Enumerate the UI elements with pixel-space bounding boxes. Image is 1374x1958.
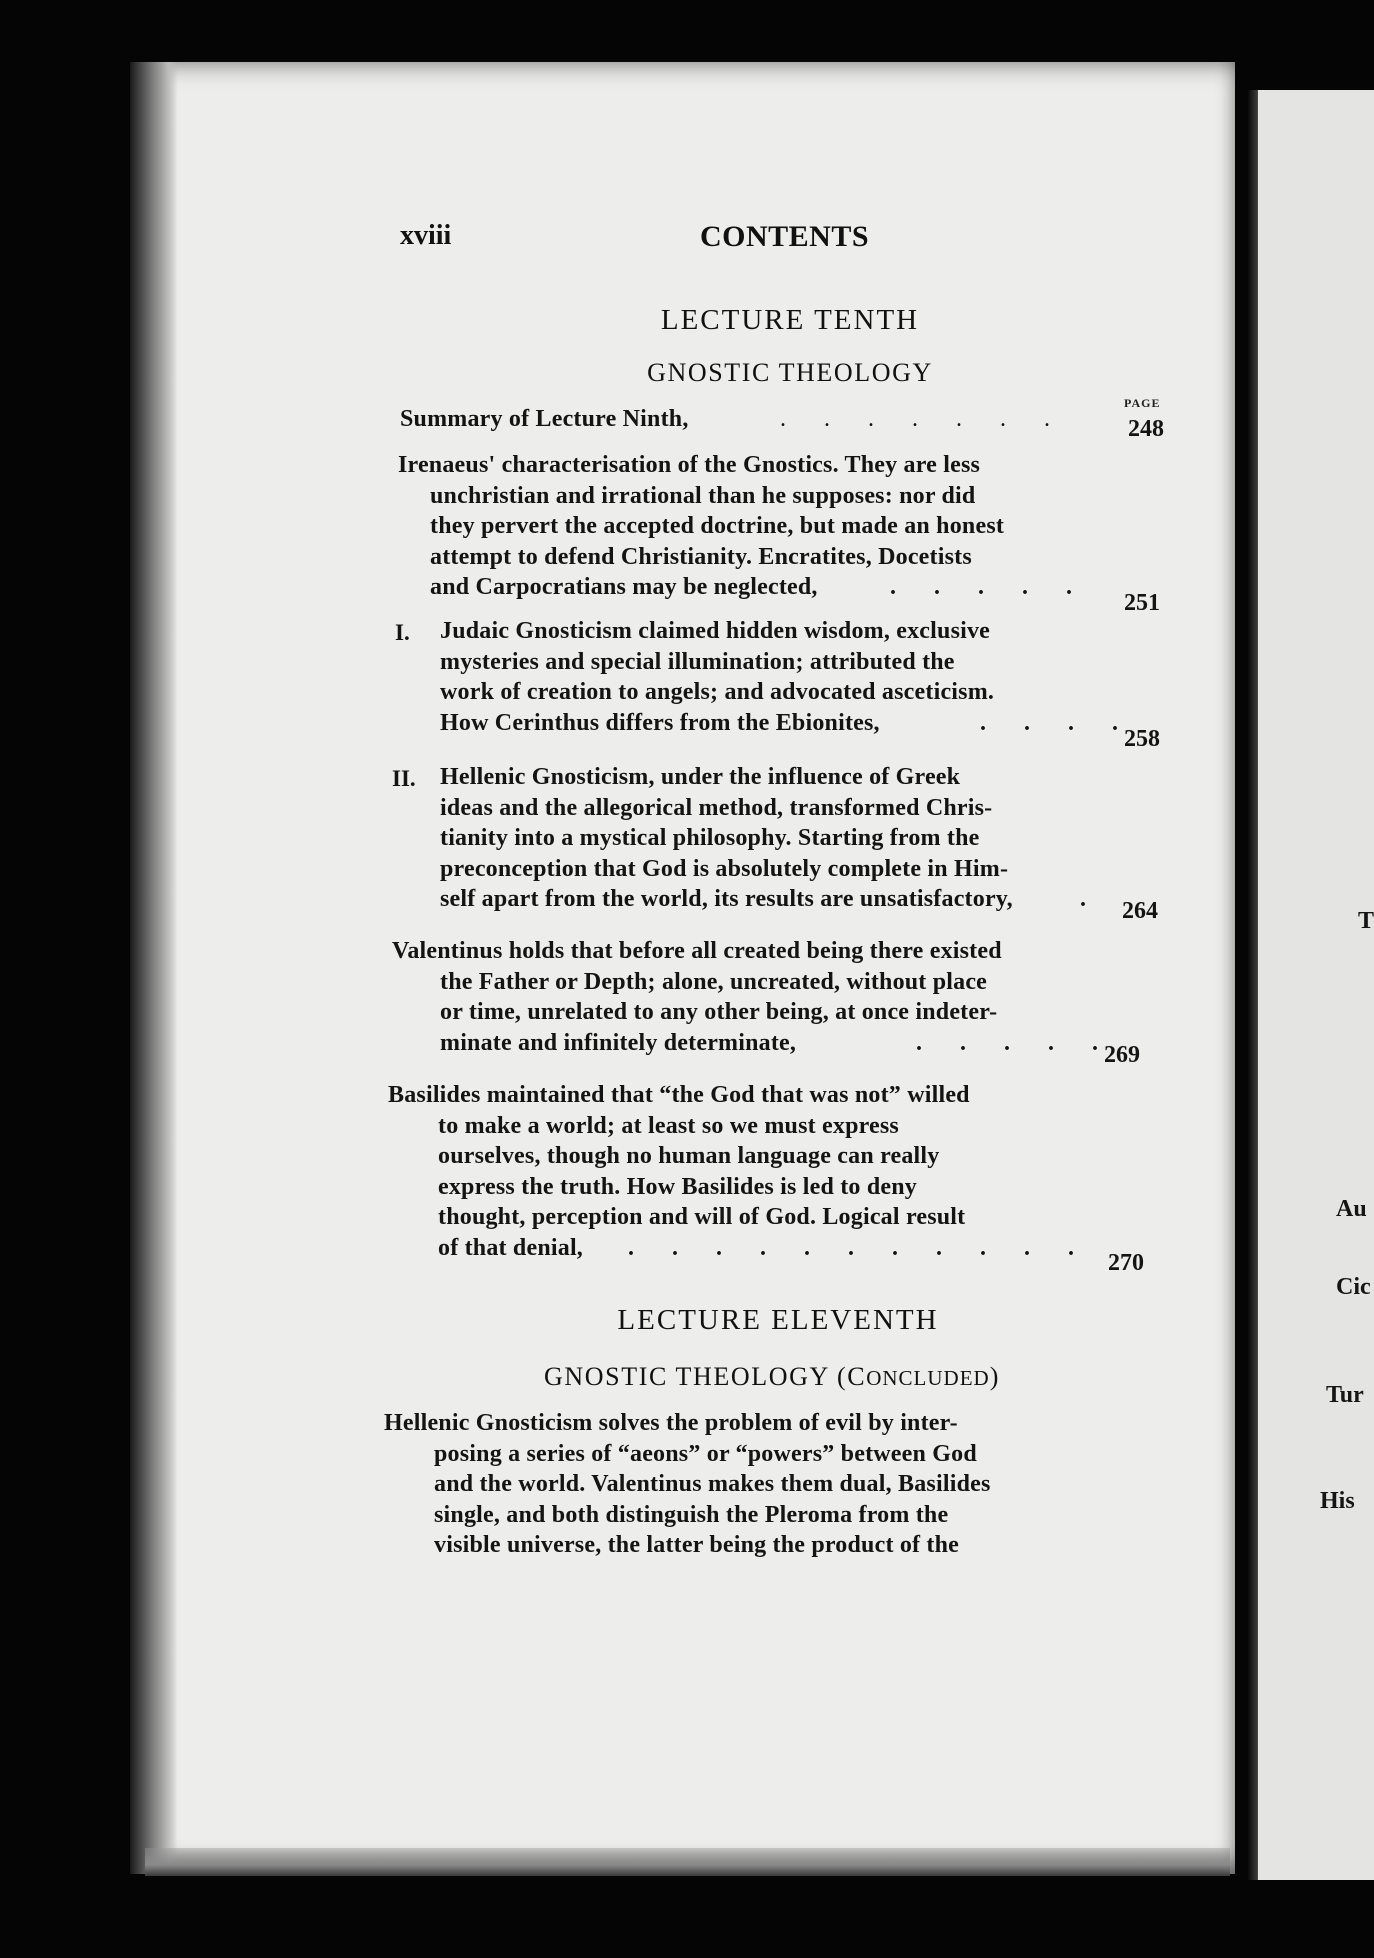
leader-dots: . . . . . . . — [780, 406, 1066, 432]
section-numeral: II. — [392, 766, 416, 791]
leader-dots: . . . . — [980, 710, 1134, 736]
entry-text-line: visible universe, the latter being the product of the — [434, 1532, 960, 1558]
leader-dots: . . . . . — [916, 1030, 1114, 1056]
page-number: 264 — [1122, 898, 1158, 924]
entry-text-line: minate and infinitely determinate, — [440, 1029, 797, 1056]
entry-text-line: posing a series of “aeons” or “powers” between God — [434, 1440, 977, 1467]
page-number: 258 — [1124, 726, 1160, 752]
page-column-label: PAGE — [1124, 396, 1161, 410]
entry-text-line: self apart from the world, its results are unsatisfactory, — [440, 886, 1013, 912]
entry-text-line: Hellenic Gnosticism solves the problem of evil by inter- — [384, 1410, 958, 1436]
page-number: 248 — [1128, 416, 1164, 442]
leader-dots: . . . . . — [890, 574, 1088, 600]
entry-text-line: or time, unrelated to any other being, at once indeter- — [440, 999, 998, 1025]
entry-text-line: work of creation to angels; and advocated asceticism. — [440, 679, 995, 705]
page-folio: xviii — [400, 220, 452, 251]
lecture-subtitle — [362, 1362, 1182, 1392]
lecture-subtitle-main: GNOSTIC THEOLOGY (C — [544, 1362, 867, 1391]
entry-text-line: ideas and the allegorical method, transformed Chris- — [440, 794, 993, 821]
entry-text-line: express the truth. How Basilides is led to deny — [438, 1173, 917, 1200]
entry-text-line: Judaic Gnosticism claimed hidden wisdom, exclusive — [440, 618, 991, 644]
entry-text-line: tianity into a mystical philosophy. Starting from the — [440, 825, 980, 851]
entry-text-line: Basilides maintained that “the God that was not” willed — [388, 1082, 970, 1108]
entry-text-line: How Cerinthus differs from the Ebionites, — [440, 709, 880, 736]
entry-text-line: the Father or Depth; alone, uncreated, without place — [440, 968, 988, 995]
running-title: CONTENTS — [700, 220, 870, 253]
section-numeral: I. — [395, 620, 410, 645]
entry-text-line: to make a world; at least so we must express — [438, 1112, 899, 1139]
entry-text-line: single, and both distinguish the Pleroma from the — [434, 1501, 949, 1528]
entry-text-line: thought, perception and will of God. Logical result — [438, 1204, 966, 1230]
entry-text: Summary of Lecture Ninth, — [400, 406, 689, 432]
entry-text-line: of that denial, — [438, 1234, 584, 1261]
right-page-sliver — [1258, 90, 1374, 1880]
facing-fragment: Cic — [1336, 1274, 1371, 1300]
entry-text-line: and the world. Valentinus makes them dual, Basilides — [434, 1471, 991, 1497]
page-number: 269 — [1104, 1042, 1140, 1068]
running-head — [400, 220, 1090, 260]
entry-text-line: unchristian and irrational than he supposes: nor did — [430, 482, 976, 509]
lecture-subtitle-smallcaps: ONCLUDED — [866, 1366, 990, 1390]
toc-entry — [440, 762, 1090, 915]
lecture-heading: LECTURE ELEVENTH — [617, 1304, 939, 1336]
leader-dots: . . . . . . . . . . . — [628, 1235, 1090, 1261]
entry-text-line: and Carpocratians may be neglected, — [430, 574, 818, 600]
spine-shadow — [130, 62, 178, 1874]
entry-text-line: mysteries and special illumination; attributed the — [440, 648, 955, 675]
page-number: 270 — [1108, 1250, 1144, 1276]
entry-text-line: preconception that God is absolutely complete in Him- — [440, 855, 1009, 882]
entry-text-line — [400, 404, 1090, 435]
lecture-subtitle-end: ) — [989, 1362, 1000, 1391]
facing-fragment: Au — [1336, 1196, 1367, 1222]
facing-fragment: His — [1320, 1488, 1355, 1514]
entry-text-line: Valentinus holds that before all created being there existed — [392, 938, 1002, 964]
entry-text-line: attempt to defend Christianity. Encratites, Docetists — [430, 543, 972, 570]
toc-entry — [384, 1408, 1074, 1561]
entry-text-line: Irenaeus' characterisation of the Gnostics. They are less — [398, 452, 981, 478]
entry-text-line: Hellenic Gnosticism, under the influence of Greek — [440, 764, 961, 790]
entry-text-line: they pervert the accepted doctrine, but made an honest — [430, 513, 1005, 539]
leader-dots: . — [1080, 886, 1102, 912]
lecture-subtitle: GNOSTIC THEOLOGY — [647, 358, 933, 387]
page-number: 251 — [1124, 590, 1160, 616]
toc-entry — [400, 404, 1090, 435]
facing-fragment: Tur — [1326, 1382, 1364, 1408]
page-bottom-edge — [145, 1848, 1230, 1876]
entry-text-line: ourselves, though no human language can really — [438, 1143, 940, 1169]
lecture-heading: LECTURE TENTH — [660, 304, 920, 336]
facing-fragment: T — [1358, 908, 1374, 934]
